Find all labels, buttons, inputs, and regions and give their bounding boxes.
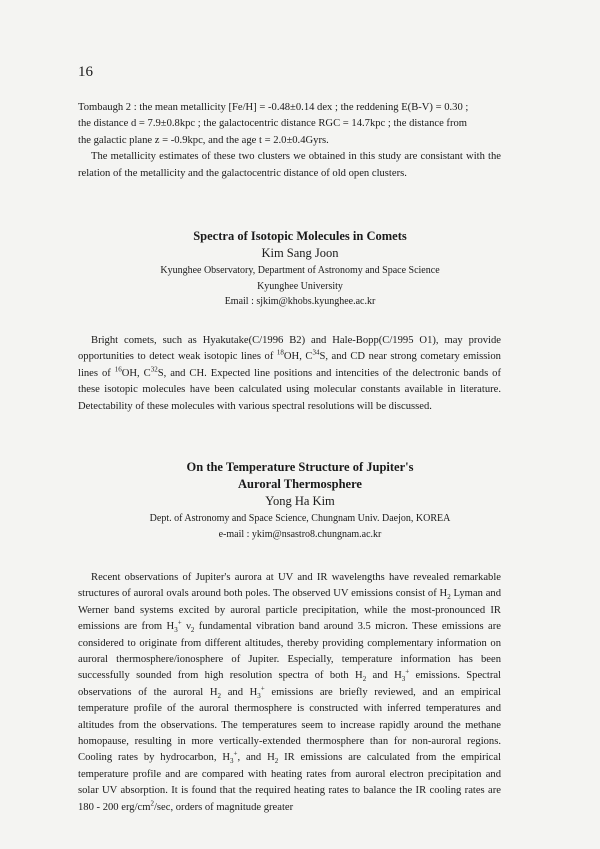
subscript: 2: [217, 691, 222, 700]
intro-line-3: the galactic plane z = -0.9kpc, and the age t = 2.0±0.4Gyrs.: [78, 134, 329, 146]
superscript: +: [233, 749, 238, 758]
abstract2-affiliation: [0, 511, 600, 542]
superscript: 18: [276, 348, 284, 357]
text: Lyman and Werner band systems excited by auroral particle precipitation, while the most-pronounced IR emissions are from H: [78, 588, 501, 633]
superscript: 34: [312, 348, 320, 357]
abstract1-body: [78, 333, 501, 415]
abstract1-author: Kim Sang Joon: [261, 246, 339, 260]
superscript: +: [405, 667, 410, 676]
intro-line-1: Tombaugh 2 : the mean metallicity [Fe/H] = -0.48±0.14 dex ; the reddening E(B-V) = 0.30 ;: [78, 102, 469, 113]
subscript: 3: [229, 757, 234, 766]
text: ν: [181, 621, 191, 633]
abstract2-title-line-2: Auroral Thermosphere: [238, 477, 362, 491]
text: Bright comets, such as Hyakutake(C/1996 B2) and Hale-Bopp(C/1995 O1), may provide opportunities to detect weak isotopic lines of: [78, 335, 501, 363]
text: Recent observations of Jupiter's aurora at UV and IR wavelengths have revealed remarkable structures of auroral ovals around both poles. The observed UV emissions consist of H: [78, 572, 501, 600]
intro-text: [78, 100, 501, 182]
text: emissions. Spectral observations of the auroral H: [78, 670, 501, 698]
text: , and H: [237, 752, 275, 764]
text: S, and CH. Expected line positions and intencities of the delectronic bands of these isotopic molecules have been calculated using molecular constants available in literature. Detectability of these molecules with various spectral resolutions will be discussed.: [78, 367, 501, 412]
subscript: 2: [190, 626, 195, 635]
text: emissions are briefly reviewed, and an empirical temperature profile of the auroral thermosphere is constructed with inferred temperatures and altitudes from the observations. The temperatures seem to increase rapidly around the methane homopause, resulting in more vertically-extended thermosphere than for non-auroral regions. Cooling rates by hydrocarbon, H: [78, 686, 501, 764]
superscript: +: [260, 684, 265, 693]
superscript: 32: [150, 365, 158, 374]
abstract2-title-line-1: On the Temperature Structure of Jupiter's: [186, 460, 414, 474]
subscript: 2: [274, 757, 279, 766]
superscript: 16: [114, 365, 122, 374]
abstract2-affil-line: Dept. of Astronomy and Space Science, Chungnam Univ. Daejon, KOREA: [149, 513, 451, 524]
page-number: 16: [78, 64, 93, 80]
subscript: 3: [401, 675, 406, 684]
superscript: 2: [150, 799, 154, 808]
abstract2-email: e-mail : ykim@nsastro8.chungnam.ac.kr: [218, 528, 382, 540]
subscript: 3: [174, 626, 178, 635]
abstract2-author: Yong Ha Kim: [265, 494, 335, 508]
text: S, and CD near strong cometary emission lines of: [78, 351, 501, 379]
text: OH, C: [121, 367, 151, 379]
text: fundamental vibration band around 3.5 micron. These emissions are considered to originate from different altitudes, thereby providing complementary information on auroral thermosphere/ionosphere of Jupiter. Especially, temperature information has been successfully sounded from high resolution spectra of both H: [78, 621, 501, 682]
text: OH, C: [283, 351, 313, 363]
abstract2-body: [78, 570, 501, 816]
superscript: +: [177, 618, 182, 627]
text: IR emissions are calculated from the empirical temperature profile and are compared with heating rates from auroral electron precipitation and solar UV absorption. It is found that the required heating rates to balance the IR cooling rates are 180 - 200 erg/cm: [78, 752, 501, 813]
abstract1-title: Spectra of Isotopic Molecules in Comets: [193, 229, 407, 243]
abstract1-affil-line-2: Kyunghee University: [257, 280, 343, 292]
abstract1-email: Email : sjkim@khobs.kyunghee.ac.kr: [224, 296, 376, 307]
intro-paragraph-2: The metallicity estimates of these two clusters we obtained in this study are consistant with the relation of the metallicity and the galactocentric distance of old open clusters.: [78, 151, 501, 179]
abstract1-affiliation: [0, 263, 600, 310]
subscript: 2: [362, 675, 367, 684]
abstract2-title: [0, 459, 600, 493]
subscript: 2: [447, 593, 451, 602]
text: /sec, orders of magnitude greater: [153, 801, 294, 813]
text: and H: [366, 670, 402, 682]
text: and H: [221, 686, 258, 698]
abstract1-affil-line-1: Kyunghee Observatory, Department of Astronomy and Space Science: [160, 265, 440, 276]
subscript: 3: [257, 691, 261, 700]
intro-line-2: the distance d = 7.9±0.8kpc ; the galactocentric distance RGC = 14.7kpc ; the distance from: [78, 118, 468, 130]
